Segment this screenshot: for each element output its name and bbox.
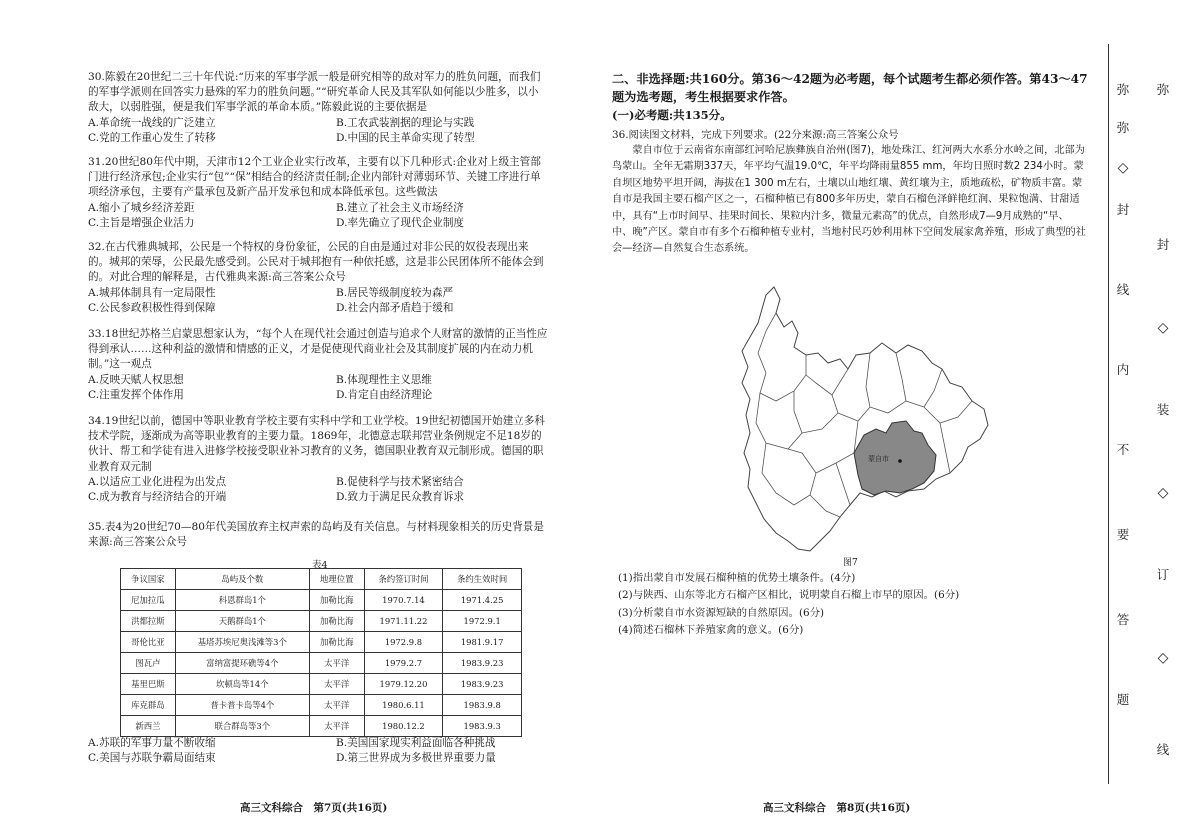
option-c: C.党的工作重心发生了转移	[88, 131, 216, 144]
table-cell: 普卡普卡岛等4个	[175, 695, 309, 716]
table-cell: 1971.4.25	[443, 590, 522, 611]
table-cell: 太平洋	[309, 695, 364, 716]
table-row	[121, 611, 522, 632]
table-cell: 1979.2.7	[364, 653, 443, 674]
table-header: 地理位置	[309, 569, 364, 590]
table-title: 表4	[312, 560, 328, 571]
option-b: B.建立了社会主义市场经济	[336, 201, 464, 214]
option-a: A.城邦体制具有一定局限性	[88, 286, 216, 299]
table-cell: 哥伦比亚	[121, 632, 176, 653]
option-d: D.致力于满足民众教育诉求	[336, 491, 465, 504]
table-cell: 联合群岛等3个	[175, 716, 309, 737]
binding-margin	[1103, 0, 1200, 838]
binding-char: 题	[1116, 692, 1130, 707]
question-36-material: 蒙自市位于云南省东南部红河哈尼族彝族自治州(图7)，地处珠江、红河两大水系分水岭之间，北部为鸟蒙山。全年无霜期337天，年平均气温19.0℃，年平均降雨量855 mm，年均日照时数2 234小时。蒙自坝区地势平坦开阔，海拔在1 300 m左右，土壤以山地红壤、黄红壤为主，质地疏松，矿物质丰富。蒙自市是我国主要石榴产区之一，石榴种植已有800多年历史，蒙自石榴色泽鲜艳红润、果粒饱满、甘甜适中，具有“上市时间早、挂果时间长、果粒内汁多，微量元素高”的优点，自然形成7—9月成熟的“早、中、晚”产区。蒙自市有多个石榴种植专业村，当地村民巧妙利用林下空间发展家禽养殖，形成了典型的社会—经济—自然复合生态系统。	[612, 145, 1086, 255]
option-a: A.苏联的军事力量不断收缩	[88, 737, 216, 749]
binding-char: 线	[1156, 742, 1170, 757]
table-row	[121, 590, 522, 611]
page-7	[0, 0, 570, 838]
diamond-icon: ◇	[1157, 650, 1169, 666]
table-row	[121, 695, 522, 716]
sub-question-3: (3)分析蒙自市水资源短缺的自然原因。(6分)	[618, 606, 825, 619]
question-35-options	[88, 736, 548, 766]
question-text: 32.在古代雅典城邦，公民是一个特权的身份象征，公民的自由是通过对非公民的奴役表现出来的。城邦的荣辱，公民最先感受到。公民对于城邦抱有一种依托感，这是非公民团体所不能体会到的。对此合理的解释是，古代雅典来源:高三答案公众号	[88, 241, 544, 284]
option-d: D.率先确立了现代企业制度	[336, 216, 465, 229]
diamond-icon: ◇	[1117, 160, 1129, 176]
option-b: B.美国国家现实利益面临各种挑战	[336, 737, 496, 749]
table-cell: 新西兰	[121, 716, 176, 737]
map-caption: 图7	[843, 558, 858, 568]
option-a: A.反映天赋人权思想	[88, 373, 184, 386]
page-footer: 高三文科综合 第8页(共16页)	[763, 802, 911, 814]
yunnan-map	[736, 283, 996, 555]
binding-char: 封	[1116, 202, 1130, 217]
table-cell: 尼加拉瓜	[121, 590, 176, 611]
table-row	[121, 674, 522, 695]
binding-char: 装	[1156, 402, 1170, 417]
question-text: 31.20世纪80年代中期，天津市12个工业企业实行改革，主要有以下几种形式:企业对上级主管部门进行经济承包;企业实行“包”“保”相结合的经济责任制;企业内部针对薄弱环节、关键工序进行单项经济承包，主要有产量承包及新产品开发承包和成本降低承包。这些做法	[88, 156, 541, 199]
question-text: 33.18世纪苏格兰启蒙思想家认为，“每个人在现代社会通过创造与追求个人财富的激情的正当性应得到承认……这种利益的激情和情感的正义，才是促使现代商业社会及其制度扩展的内在动力机制。”这一观点	[88, 328, 548, 371]
sub-question-4: (4)简述石榴林下养殖家禽的意义。(6分)	[618, 623, 804, 636]
binding-char: 不	[1116, 442, 1130, 457]
table-header: 争议国家	[121, 569, 176, 590]
table-row	[121, 632, 522, 653]
binding-char: 弥	[1116, 82, 1130, 97]
table-cell: 1983.9.8	[443, 695, 522, 716]
island-table	[120, 568, 522, 737]
page-footer: 高三文科综合 第7页(共16页)	[240, 802, 388, 814]
binding-char: 弥	[1116, 120, 1130, 135]
question-text: 34.19世纪以前，德国中等职业教育学校主要有实科中学和工业学校。19世纪初德国开始建立多科技术学院，逐渐成为高等职业教育的主要力量。1869年，北德意志联邦营业条例规定不足18岁的伙计、帮工和学徒有进入进修学校接受职业补习教育的义务，德国职业教育双元制形成。德国的职业教育双元制	[88, 415, 545, 473]
question-text: 35.表4为20世纪70—80年代美国放弃主权声索的岛屿及有关信息。与材料现象相关的历史背景是来源:高三答案公众号	[88, 521, 544, 549]
option-d: D.肯定自由经济理论	[336, 388, 433, 401]
table-header: 条约签订时间	[364, 569, 443, 590]
table-cell: 1979.12.20	[364, 674, 443, 695]
binding-char: 答	[1116, 612, 1130, 627]
option-a: A.缩小了城乡经济差距	[88, 201, 195, 214]
table-cell: 1981.9.17	[443, 632, 522, 653]
binding-char: 线	[1116, 282, 1130, 297]
table-cell: 基塔苏埃尼奥浅滩等3个	[175, 632, 309, 653]
mengzi-label: 蒙自市	[868, 455, 889, 463]
table-row	[121, 653, 522, 674]
option-b: B.工农武装割据的理论与实践	[336, 116, 475, 129]
question-36-intro: 36.阅读图文材料，完成下列要求。(22分来源:高三答案公众号	[612, 129, 899, 141]
option-b: B.居民等级制度较为森严	[336, 286, 454, 299]
table-cell: 1972.9.1	[443, 611, 522, 632]
table-cell: 太平洋	[309, 653, 364, 674]
option-a: A.以适应工业化进程为出发点	[88, 475, 227, 488]
question-33	[88, 327, 548, 403]
binding-char: 封	[1156, 237, 1170, 252]
table-cell: 1971.11.22	[364, 611, 443, 632]
table-cell: 太平洋	[309, 716, 364, 737]
option-c: C.注重发挥个体作用	[88, 388, 184, 401]
table-cell: 富纳富提环礁等4个	[175, 653, 309, 674]
table-cell: 图瓦卢	[121, 653, 176, 674]
option-a: A.革命统一战线的广泛建立	[88, 116, 216, 129]
table-cell: 太平洋	[309, 674, 364, 695]
option-b: B.体现理性主义思维	[336, 373, 432, 386]
option-c: C.美国与苏联争霸局面结束	[88, 752, 216, 765]
table-cell: 1972.9.8	[364, 632, 443, 653]
option-c: C.主旨是增强企业活力	[88, 216, 195, 229]
table-cell: 科恩群岛1个	[175, 590, 309, 611]
question-30	[88, 70, 548, 146]
sub-question-2: (2)与陕西、山东等北方石榴产区相比，说明蒙自石榴上市早的原因。(6分)	[618, 589, 960, 602]
binding-char: 内	[1116, 362, 1130, 377]
table-row	[121, 716, 522, 737]
mengzi-dot	[898, 459, 902, 463]
option-c: C.成为教育与经济结合的开端	[88, 491, 227, 504]
table-cell: 1983.9.23	[443, 674, 522, 695]
table-cell: 1980.6.11	[364, 695, 443, 716]
sub-question-1: (1)指出蒙自市发展石榴种植的优势土壤条件。(4分)	[618, 572, 856, 584]
section-title: 二、非选择题:共160分。第36～42题为必考题，每个试题考生都必须作答。第43～47题为选考题，考生根据要求作答。	[612, 72, 1088, 104]
table-header: 条约生效时间	[443, 569, 522, 590]
question-34	[88, 414, 548, 505]
question-32	[88, 240, 548, 316]
option-d: D.社会内部矛盾趋于缓和	[336, 301, 454, 314]
table-cell: 加勒比海	[309, 632, 364, 653]
diamond-icon: ◇	[1157, 485, 1169, 501]
table-cell: 加勒比海	[309, 611, 364, 632]
sub-questions	[618, 570, 959, 639]
table-header: 岛屿及个数	[175, 569, 309, 590]
table-cell: 天鹅群岛1个	[175, 611, 309, 632]
page-8	[598, 0, 1103, 838]
subsection-title: (一)必考题:共135分。	[612, 108, 732, 122]
table-cell: 1983.9.23	[443, 653, 522, 674]
option-c: C.公民参政积极性得到保障	[88, 301, 216, 314]
question-35	[88, 520, 548, 550]
diamond-icon: ◇	[1157, 320, 1169, 336]
option-b: B.促使科学与技术紧密结合	[336, 475, 464, 488]
table-cell: 坎顿岛等14个	[175, 674, 309, 695]
question-text: 30.陈毅在20世纪二三十年代说:“历来的军事学派一般是研究相等的敌对军力的胜负问题，而我们的军事学派则在回答实力悬殊的军力的胜负问题。”“研究革命人民及其军队如何能以少胜多，以小敌大，以弱胜强，便是我们军事学派的革命本质。”陈毅此说的主要依据是	[88, 71, 541, 114]
option-d: D.中国的民主革命实现了转型	[336, 131, 475, 144]
question-31	[88, 155, 548, 231]
table-cell: 1983.9.3	[443, 716, 522, 737]
binding-char: 要	[1116, 527, 1130, 542]
option-d: D.第三世界成为多极世界重要力量	[336, 752, 496, 765]
binding-char: 订	[1156, 567, 1170, 582]
table-cell: 洪都拉斯	[121, 611, 176, 632]
binding-char: 弥	[1156, 82, 1170, 97]
table-cell: 1970.7.14	[364, 590, 443, 611]
table-cell: 库克群岛	[121, 695, 176, 716]
table-cell: 基里巴斯	[121, 674, 176, 695]
table-header-row	[121, 569, 522, 590]
table-cell: 1980.12.2	[364, 716, 443, 737]
table-cell: 加勒比海	[309, 590, 364, 611]
